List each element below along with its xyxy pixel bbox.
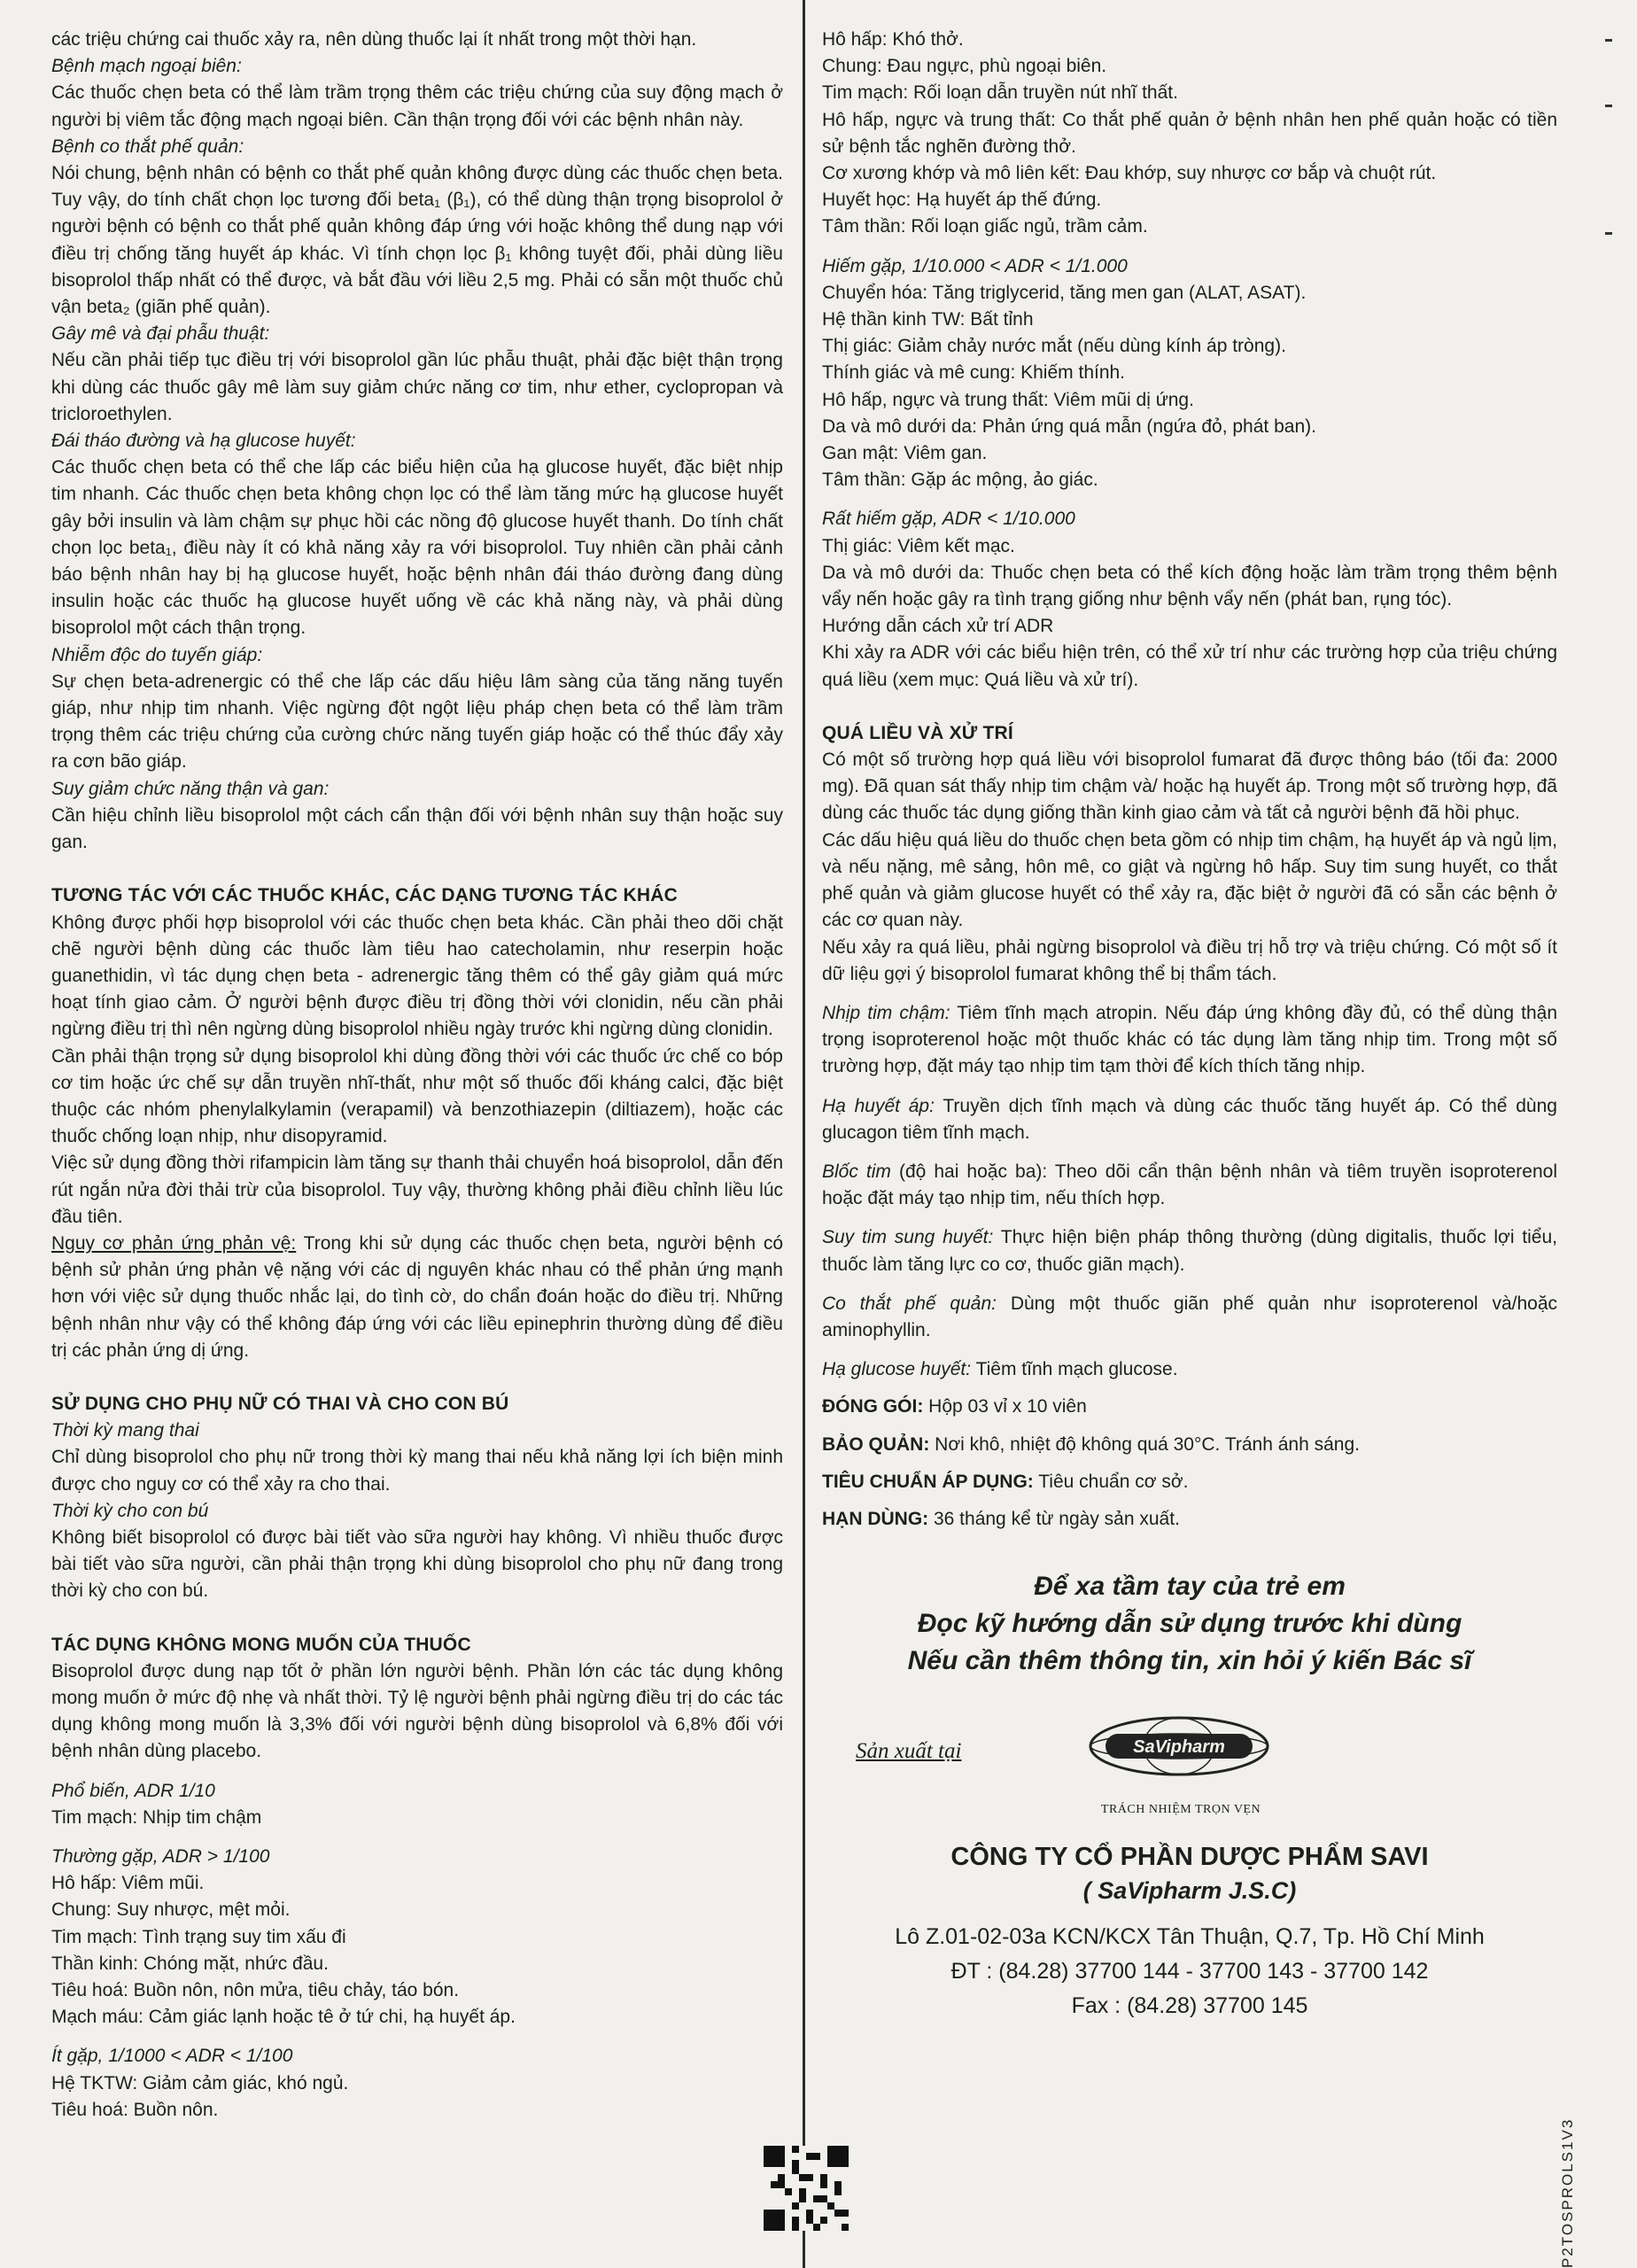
paragraph: Chỉ dùng bisoprolol cho phụ nữ trong thời kỳ mang thai nếu khả năng lợi ích biện minh được cho nguy cơ có thể xảy ra cho thai. xyxy=(51,1447,783,1495)
spacer xyxy=(822,493,1557,506)
edge-mark xyxy=(1605,39,1612,42)
labeled-paragraph xyxy=(822,1506,1557,1533)
spacer xyxy=(822,241,1557,253)
paragraph-text: Thực hiện biện pháp thông thường (dùng digitalis, thuốc lợi tiểu, thuốc làm tăng lực co cơ, thuốc giãn mạch). xyxy=(822,1227,1557,1275)
paragraph: Khi xảy ra ADR với các biểu hiện trên, có thể xử trí như các trường hợp của triệu chứng quá liều (xem mục: Quá liều và xử trí). xyxy=(822,642,1557,690)
paragraph-label: BẢO QUẢN: xyxy=(822,1433,930,1455)
spacer xyxy=(822,1278,1557,1291)
paragraph: Các thuốc chẹn beta có thể che lấp các biểu hiện của hạ glucose huyết, đặc biệt nhịp tim nhanh. Các thuốc chẹn beta không chọn lọc có thể làm tăng mức hạ glucose huyết gây bởi insulin và làm chậm sự phục hồi các nồng độ glucose huyết thanh. Do tính chất chọn lọc beta₁, điều này ít có khả năng xảy ra với bisoprolol. Tuy nhiên cần phải cảnh báo bệnh nhân hay bị hạ glucose huyết, hoặc bệnh nhân đái tháo đường đang dùng insulin hoặc các thuốc hạ glucose huyết uống về các khả năng này, và phải dùng bisoprolol một cách thận trọng. xyxy=(51,457,783,639)
spacer xyxy=(822,1146,1557,1159)
left-column xyxy=(51,27,783,2124)
paragraph: Gan mật: Viêm gan. xyxy=(822,443,988,464)
subheading: Rất hiếm gặp, ADR < 1/10.000 xyxy=(822,509,1075,530)
paragraph-label: Nguy cơ phản ứng phản vệ: xyxy=(51,1232,297,1254)
company-name-en: ( SaVipharm J.S.C) xyxy=(1082,1877,1297,1905)
paragraph-label: Suy tim sung huyết: xyxy=(822,1227,994,1248)
paragraph-text: Dùng một thuốc giãn phế quản như isoproterenol và/hoặc aminophyllin. xyxy=(822,1293,1557,1340)
paragraph: Hô hấp, ngực và trung thất: Viêm mũi dị ứng. xyxy=(822,389,1194,410)
spacer xyxy=(822,1421,1557,1432)
spacer xyxy=(822,1458,1557,1469)
subheading: Thường gặp, ADR > 1/100 xyxy=(51,1846,270,1867)
subheading: Suy giảm chức năng thận và gan: xyxy=(51,778,330,799)
manufacturer-row xyxy=(822,1715,1557,1821)
paragraph-text: Nơi khô, nhiệt độ không quá 30°C. Tránh ánh sáng. xyxy=(929,1433,1360,1455)
paragraph: Tâm thần: Rối loạn giấc ngủ, trầm cảm. xyxy=(822,216,1148,237)
labeled-paragraph xyxy=(822,1469,1557,1495)
company-phone: ĐT : (84.28) 37700 144 - 37700 143 - 37700 142 xyxy=(950,1959,1429,1984)
labeled-paragraph xyxy=(822,1291,1557,1344)
paragraph: Cần phải thận trọng sử dụng bisoprolol khi dùng đồng thời với các thuốc ức chế co bóp cơ tim hoặc ức chế sự dẫn truyền nhĩ-thất, như một số thuốc đối kháng calci, đặc biệt thuộc các nhóm phenylalkylamin (verapamil) và benzothiazepin (diltiazem), hoặc các thuốc chống loạn nhịp, như disopyramid. xyxy=(51,1045,783,1147)
company-name: CÔNG TY CỔ PHẦN DƯỢC PHẨM SAVI xyxy=(950,1843,1429,1872)
subheading: Bệnh co thắt phế quản: xyxy=(51,136,244,157)
paragraph: Các dấu hiệu quá liều do thuốc chẹn beta gồm có nhịp tim chậm, hạ huyết áp và ngủ lịm, và nếu nặng, mê sảng, hôn mê, co giật và ngừng hô hấp. Suy tim sung huyết, co thắt phế quản và giảm glucose huyết có thể xảy ra, đặc biệt ở người đã có sẵn các bệnh ở các cơ quan này. xyxy=(822,829,1557,931)
subheading: Thời kỳ mang thai xyxy=(51,1420,199,1441)
paragraph: Tim mạch: Tình trạng suy tim xấu đi xyxy=(51,1926,346,1947)
paragraph-text: Truyền dịch tĩnh mạch và dùng các thuốc tăng huyết áp. Có thể dùng glucagon tiêm tĩnh mạch. xyxy=(822,1095,1557,1143)
section-heading: TƯƠNG TÁC VỚI CÁC THUỐC KHÁC, CÁC DẠNG TƯƠNG TÁC KHÁC xyxy=(51,885,678,906)
paragraph-label: Hạ glucose huyết: xyxy=(822,1359,972,1380)
labeled-paragraph xyxy=(822,1000,1557,1081)
spacer xyxy=(51,1766,783,1778)
paragraph: Hô hấp: Viêm mũi. xyxy=(51,1873,205,1894)
qr-code xyxy=(764,2146,849,2231)
paragraph: Bisoprolol được dung nạp tốt ở phần lớn người bệnh. Phần lớn các tác dụng không mong muốn ở mức độ nhẹ và nhất thời. Tỷ lệ người bệnh phải ngừng điều trị do các tác dụng không mong muốn là 3,3% đối với người bệnh dùng bisoprolol và 6,8% đối với bệnh nhân dùng placebo. xyxy=(51,1660,783,1762)
paragraph: Da và mô dưới da: Phản ứng quá mẫn (ngứa đỏ, phát ban). xyxy=(822,416,1316,437)
paragraph: Tâm thần: Gặp ác mộng, ảo giác. xyxy=(822,470,1098,491)
paragraph-text: Tiêm tĩnh mạch atropin. Nếu đáp ứng không đầy đủ, có thể dùng thận trọng isoproterenol hoặc một thuốc khác có tác dụng làm tăng nhịp tim. Trong một số trường hợp, đặt máy tạo nhịp tim tạm thời để kích thích tăng nhịp. xyxy=(822,1002,1557,1077)
logo-text: SaVipharm xyxy=(1133,1737,1225,1758)
right-column xyxy=(822,27,1557,2023)
paragraph: Việc sử dụng đồng thời rifampicin làm tăng sự thanh thải chuyển hoá bisoprolol, dẫn đến rút ngắn nửa đời thải trừ của bisoprolol. Tuy vậy, thường không phải điều chỉnh liều lúc đầu tiên. xyxy=(51,1153,784,1227)
spacer xyxy=(822,1383,1557,1394)
spacer xyxy=(51,1831,783,1844)
paragraph: Thị giác: Giảm chảy nước mắt (nếu dùng kính áp tròng). xyxy=(822,336,1286,357)
warning-children: Để xa tầm tay của trẻ em xyxy=(1034,1572,1346,1602)
subheading: Phổ biến, ADR 1/10 xyxy=(51,1780,215,1801)
labeled-paragraph xyxy=(822,1432,1557,1458)
paragraph-text: Tiêm tĩnh mạch glucose. xyxy=(971,1359,1178,1380)
paragraph: Hệ thần kinh TW: Bất tỉnh xyxy=(822,309,1034,330)
paragraph: Các thuốc chẹn beta có thể làm trầm trọng thêm các triệu chứng của suy động mạch ở người bị viêm tắc động mạch ngoại biên. Cần thận trọng đối với các bệnh nhân này. xyxy=(51,82,783,130)
spacer xyxy=(822,1081,1557,1093)
paragraph: Hướng dẫn cách xử trí ADR xyxy=(822,616,1054,637)
spacer xyxy=(51,2031,783,2043)
paragraph: Cần hiệu chỉnh liều bisoprolol một cách cẩn thận đối với bệnh nhân suy thận hoặc suy gan. xyxy=(51,804,783,853)
subheading: Thời kỳ cho con bú xyxy=(51,1500,209,1521)
company-address: Lô Z.01-02-03a KCN/KCX Tân Thuận, Q.7, Tp. Hồ Chí Minh xyxy=(895,1924,1485,1950)
paragraph-label: ĐÓNG GÓI: xyxy=(822,1396,924,1418)
paragraph-label: TIÊU CHUẨN ÁP DỤNG: xyxy=(822,1471,1034,1492)
labeled-paragraph xyxy=(822,1093,1557,1146)
spacer xyxy=(51,856,783,866)
paragraph: Hô hấp: Khó thở. xyxy=(822,29,964,50)
labeled-paragraph xyxy=(822,1394,1557,1420)
edge-mark xyxy=(1605,105,1612,107)
paragraph-text: Tiêu chuẩn cơ sở. xyxy=(1033,1471,1189,1492)
spacer xyxy=(822,988,1557,1000)
paragraph: Cơ xương khớp và mô liên kết: Đau khớp, suy nhược cơ bắp và chuột rút. xyxy=(822,163,1437,184)
company-fax: Fax : (84.28) 37700 145 xyxy=(1071,1993,1308,2019)
paragraph: Chung: Đau ngực, phù ngoại biên. xyxy=(822,56,1107,77)
paragraph: Không biết bisoprolol có được bài tiết vào sữa người hay không. Vì nhiều thuốc được bài tiết vào sữa người, cần phải thận trọng khi dùng bisoprolol cho phụ nữ đang trong thời kỳ cho con bú. xyxy=(51,1526,783,1602)
paragraph: Tiêu hoá: Buồn nôn, nôn mửa, tiêu chảy, táo bón. xyxy=(51,1980,460,2001)
labeled-paragraph xyxy=(822,1356,1557,1383)
paragraph: Thần kinh: Chóng mặt, nhức đầu. xyxy=(51,1953,329,1974)
paragraph: Thị giác: Viêm kết mạc. xyxy=(822,535,1015,556)
spacer xyxy=(822,1495,1557,1506)
paragraph: Huyết học: Hạ huyết áp thế đứng. xyxy=(822,190,1102,211)
section-heading: QUÁ LIỀU VÀ XỬ TRÍ xyxy=(822,722,1013,743)
paragraph: Hệ TKTW: Giảm cảm giác, khó ngủ. xyxy=(51,2072,349,2093)
subheading: Bệnh mạch ngoại biên: xyxy=(51,56,242,77)
subheading: Nhiễm độc do tuyến giáp: xyxy=(51,644,263,665)
paragraph: Sự chẹn beta-adrenergic có thể che lấp các dấu hiệu lâm sàng của tăng năng tuyến giáp, như nhịp tim nhanh. Việc ngừng đột ngột liệu pháp chẹn beta có thể làm trầm trọng thêm các triệu chứng của cường chức năng tuyến giáp hoặc có thể thúc đẩy xảy ra cơn bão giáp. xyxy=(51,671,783,773)
spacer xyxy=(822,694,1557,704)
paragraph: Tim mạch: Nhịp tim chậm xyxy=(51,1806,262,1828)
paragraph-label: HẠN DÙNG: xyxy=(822,1508,929,1529)
paragraph-text: Trong khi sử dụng các thuốc chẹn beta, người bệnh có bệnh sử phản ứng phản vệ nặng với các dị nguyên khác nhau có thể phản ứng mạnh hơn với việc sử dụng thuốc nhắc lại, do tình cờ, do chẩn đoán hoặc do điều trị. Những bệnh nhân như vậy có thể không đáp ứng với các liều epinephrin thường dùng để điều trị các phản ứng dị ứng. xyxy=(51,1232,783,1361)
paragraph-label: Hạ huyết áp: xyxy=(822,1095,935,1116)
warning-ask-doctor: Nếu cần thêm thông tin, xin hỏi ý kiến Bác sĩ xyxy=(907,1646,1472,1676)
labeled-paragraph xyxy=(51,1231,783,1364)
subheading: Ít gặp, 1/1000 < ADR < 1/100 xyxy=(51,2046,293,2067)
paragraph: Hô hấp, ngực và trung thất: Co thắt phế quản ở bệnh nhân hen phế quản hoặc có tiền sử bệnh tắc nghẽn đường thở. xyxy=(822,109,1557,157)
paragraph-label: Nhịp tim chậm: xyxy=(822,1002,950,1023)
subheading: Hiếm gặp, 1/10.000 < ADR < 1/1.000 xyxy=(822,255,1128,276)
spacer xyxy=(51,1605,783,1616)
paragraph: các triệu chứng cai thuốc xảy ra, nên dùng thuốc lại ít nhất trong một thời hạn. xyxy=(51,29,697,50)
logo-slogan: TRÁCH NHIỆM TRỌN VẸN xyxy=(1100,1803,1261,1817)
edge-mark xyxy=(1605,232,1612,235)
right-column-body xyxy=(822,27,1557,1533)
warning-read-leaflet: Đọc kỹ hướng dẫn sử dụng trước khi dùng xyxy=(917,1609,1462,1639)
paragraph: Có một số trường hợp quá liều với bisoprolol fumarat đã được thông báo (tối đa: 2000 mg). Đã quan sát thấy nhịp tim chậm và/ hoặc hạ huyết áp. Trong một số trường hợp, đã dùng các thuốc tác dụng giống thần kinh giao cảm và tất cả người bệnh đã hồi phục. xyxy=(822,750,1557,824)
subheading: Gây mê và đại phẫu thuật: xyxy=(51,323,270,345)
savipharm-logo xyxy=(1086,1715,1272,1777)
paragraph: Tim mạch: Rối loạn dẫn truyền nút nhĩ thất. xyxy=(822,82,1178,104)
paragraph-label: Co thắt phế quản: xyxy=(822,1293,997,1314)
paragraph: Nếu cần phải tiếp tục điều trị với bisoprolol gần lúc phẫu thuật, phải đặc biệt thận trọng khi dùng các thuốc gây mê làm suy giảm chức năng cơ tim, như ether, cyclopropan và tricloroethylen. xyxy=(51,350,783,424)
paragraph: Thính giác và mê cung: Khiếm thính. xyxy=(822,362,1126,384)
leaflet-code: P2TOSPROLS1V3 xyxy=(1559,2117,1576,2268)
section-heading: SỬ DỤNG CHO PHỤ NỮ CÓ THAI VÀ CHO CON BÚ xyxy=(51,1393,509,1414)
paragraph: Tiêu hoá: Buồn nôn. xyxy=(51,2099,219,2120)
paragraph: Chuyển hóa: Tăng triglycerid, tăng men gan (ALAT, ASAT). xyxy=(822,282,1307,303)
paragraph-text: (độ hai hoặc ba): Theo dõi cẩn thận bệnh nhân và tiêm truyền isoproterenol hoặc đặt máy tạo nhịp tim, nếu thích hợp. xyxy=(822,1161,1557,1209)
paragraph: Da và mô dưới da: Thuốc chẹn beta có thể kích động hoặc làm trầm trọng thêm bệnh vẩy nến hoặc gây ra tình trạng giống như bệnh vẩy nến (phát ban, rụng tóc). xyxy=(822,562,1557,610)
paragraph: Nếu xảy ra quá liều, phải ngừng bisoprolol và điều trị hỗ trợ và triệu chứng. Có một số ít dữ liệu gợi ý bisoprolol fumarat không thể bị thẩm tách. xyxy=(822,936,1557,984)
spacer xyxy=(822,1344,1557,1356)
paragraph-text: 36 tháng kể từ ngày sản xuất. xyxy=(928,1508,1180,1529)
spacer xyxy=(822,1212,1557,1224)
section-heading: TÁC DỤNG KHÔNG MONG MUỐN CỦA THUỐC xyxy=(51,1634,471,1655)
paragraph: Không được phối hợp bisoprolol với các thuốc chẹn beta khác. Cần phải theo dõi chặt chẽ người bệnh dùng các thuốc làm tiêu hao catecholamin, như reserpin hoặc guanethidin, vì tác dụng chẹn beta - adrenergic tăng thêm có thể gây giảm quá mức hoạt tính giao cảm. Ở người bệnh được điều trị đồng thời với clonidin, nếu cần phải ngừng điều trị thì nên ngừng dùng bisoprolol nhiều ngày trước khi ngừng dùng clonidin. xyxy=(51,912,783,1040)
made-at-label: Sản xuất tại xyxy=(856,1739,962,1764)
paragraph: Nói chung, bệnh nhân có bệnh co thắt phế quản không được dùng các thuốc chẹn beta. Tuy vậy, do tính chất chọn lọc tương đối beta₁ (β₁), có thể dùng thận trọng bisoprolol ở người bệnh có bệnh co thắt phế quản không đáp ứng với hoặc không thể dung nạp với điều trị chống tăng huyết áp khác. Vì tính chọn lọc β₁ không tuyệt đối, phải dùng liều bisoprolol thấp nhất có thể được, và bắt đầu với liều 2,5 mg. Phải có sẵn một thuốc chủ vận beta₂ (giãn phế quản). xyxy=(51,163,783,318)
labeled-paragraph xyxy=(822,1224,1557,1278)
paragraph: Mạch máu: Cảm giác lạnh hoặc tê ở tứ chi, hạ huyết áp. xyxy=(51,2007,516,2028)
warning-block xyxy=(822,1568,1557,1680)
paragraph-text: Hộp 03 vỉ x 10 viên xyxy=(923,1396,1087,1418)
paragraph-label: Blốc tim xyxy=(822,1161,891,1182)
labeled-paragraph xyxy=(822,1159,1557,1212)
paragraph: Chung: Suy nhược, mệt mỏi. xyxy=(51,1899,291,1921)
subheading: Đái tháo đường và hạ glucose huyết: xyxy=(51,431,356,452)
column-divider xyxy=(803,0,805,2268)
spacer xyxy=(51,1364,783,1375)
